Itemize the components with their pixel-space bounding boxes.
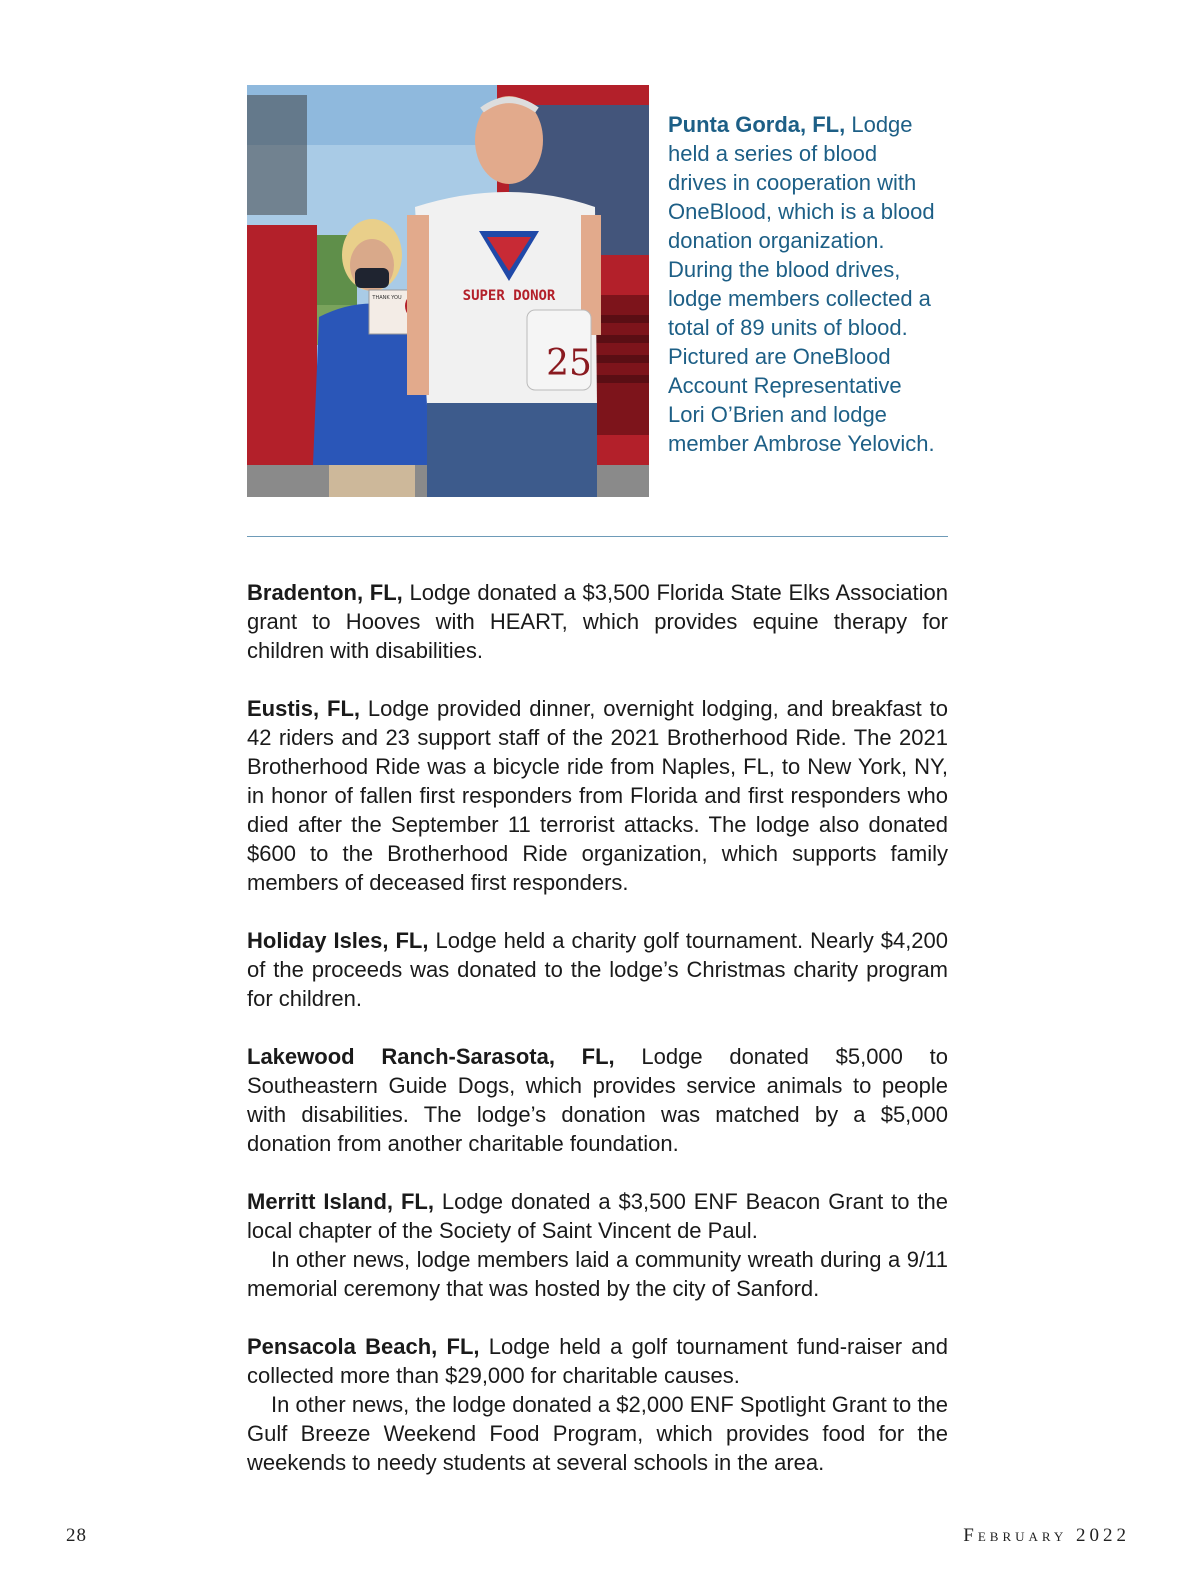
card-text: THANK YOU — [372, 295, 402, 301]
article-list — [247, 578, 948, 1506]
article-bradenton — [247, 578, 948, 665]
article-lead: Pensacola Beach, FL, — [247, 1334, 480, 1359]
article-text: Lodge donated $5,000 to Southeastern Guide Dogs, which provides service animals to people with disabilities. The lodge’s donation was matched by a $5,000 donation from another charitable foundation. — [247, 1044, 948, 1156]
article-merritt-island — [247, 1187, 948, 1303]
caption-text: Lodge held a series of blood drives in cooperation with OneBlood, which is a blood donation organization. During the blood drives, lodge members collected a total of 89 units of blood. Pictured are OneBlood Account Representative Lori O’Brien and lodge member Ambrose Yelovich. — [668, 112, 935, 456]
article-pensacola-beach — [247, 1332, 948, 1477]
article-extra-text: In other news, lodge members laid a community wreath during a 9/11 memorial ceremony that was hosted by the city of Sanford. — [247, 1247, 948, 1301]
milk-jug — [527, 310, 592, 390]
article-text: Lodge provided dinner, overnight lodging, and breakfast to 42 riders and 23 support staff of the 2021 Brotherhood Ride. The 2021 Brotherhood Ride was a bicycle ride from Naples, FL, to New York, NY, in honor of fallen first responders from Florida and first responders who died after the September 11 terrorist attacks. The lodge also donated $600 to the Brotherhood Ride organization, which supports family members of deceased first responders. — [247, 696, 948, 895]
article-lead: Eustis, FL, — [247, 696, 361, 721]
article-eustis — [247, 694, 948, 897]
photo-illustration — [247, 85, 649, 497]
article-lead: Merritt Island, FL, — [247, 1189, 434, 1214]
page-footer — [0, 1525, 1200, 1549]
photo-punta-gorda — [247, 85, 649, 497]
article-holiday-isles — [247, 926, 948, 1013]
page-number: 28 — [66, 1525, 87, 1546]
article-text: Lodge donated a $3,500 ENF Beacon Grant to the local chapter of the Society of Saint Vincent de Paul. — [247, 1189, 948, 1243]
shirt-text: SUPER DONOR — [462, 288, 556, 304]
article-lead: Bradenton, FL, — [247, 580, 403, 605]
article-extra-text: In other news, the lodge donated a $2,000 ENF Spotlight Grant to the Gulf Breeze Weekend Food Program, which provides food for the weekends to needy students at several schools in the area. — [247, 1392, 948, 1475]
jug-number: 25 — [546, 343, 592, 384]
article-lakewood-ranch-sarasota — [247, 1042, 948, 1158]
issue-date: February 2022 — [963, 1525, 1130, 1546]
article-text: Lodge donated a $3,500 Florida State Elks Association grant to Hooves with HEART, which provides equine therapy for children with disabilities. — [247, 580, 948, 663]
section-divider — [247, 536, 948, 537]
article-text: Lodge held a golf tournament fund-raiser and collected more than $29,000 for charitable causes. — [247, 1334, 948, 1388]
article-lead: Holiday Isles, FL, — [247, 928, 429, 953]
article-text: Lodge held a charity golf tournament. Nearly $4,200 of the proceeds was donated to the lodge’s Christmas charity program for children. — [247, 928, 949, 1011]
photo-caption — [668, 110, 936, 458]
caption-lead: Punta Gorda, FL, — [668, 112, 846, 137]
article-lead: Lakewood Ranch-Sarasota, FL, — [247, 1044, 615, 1069]
